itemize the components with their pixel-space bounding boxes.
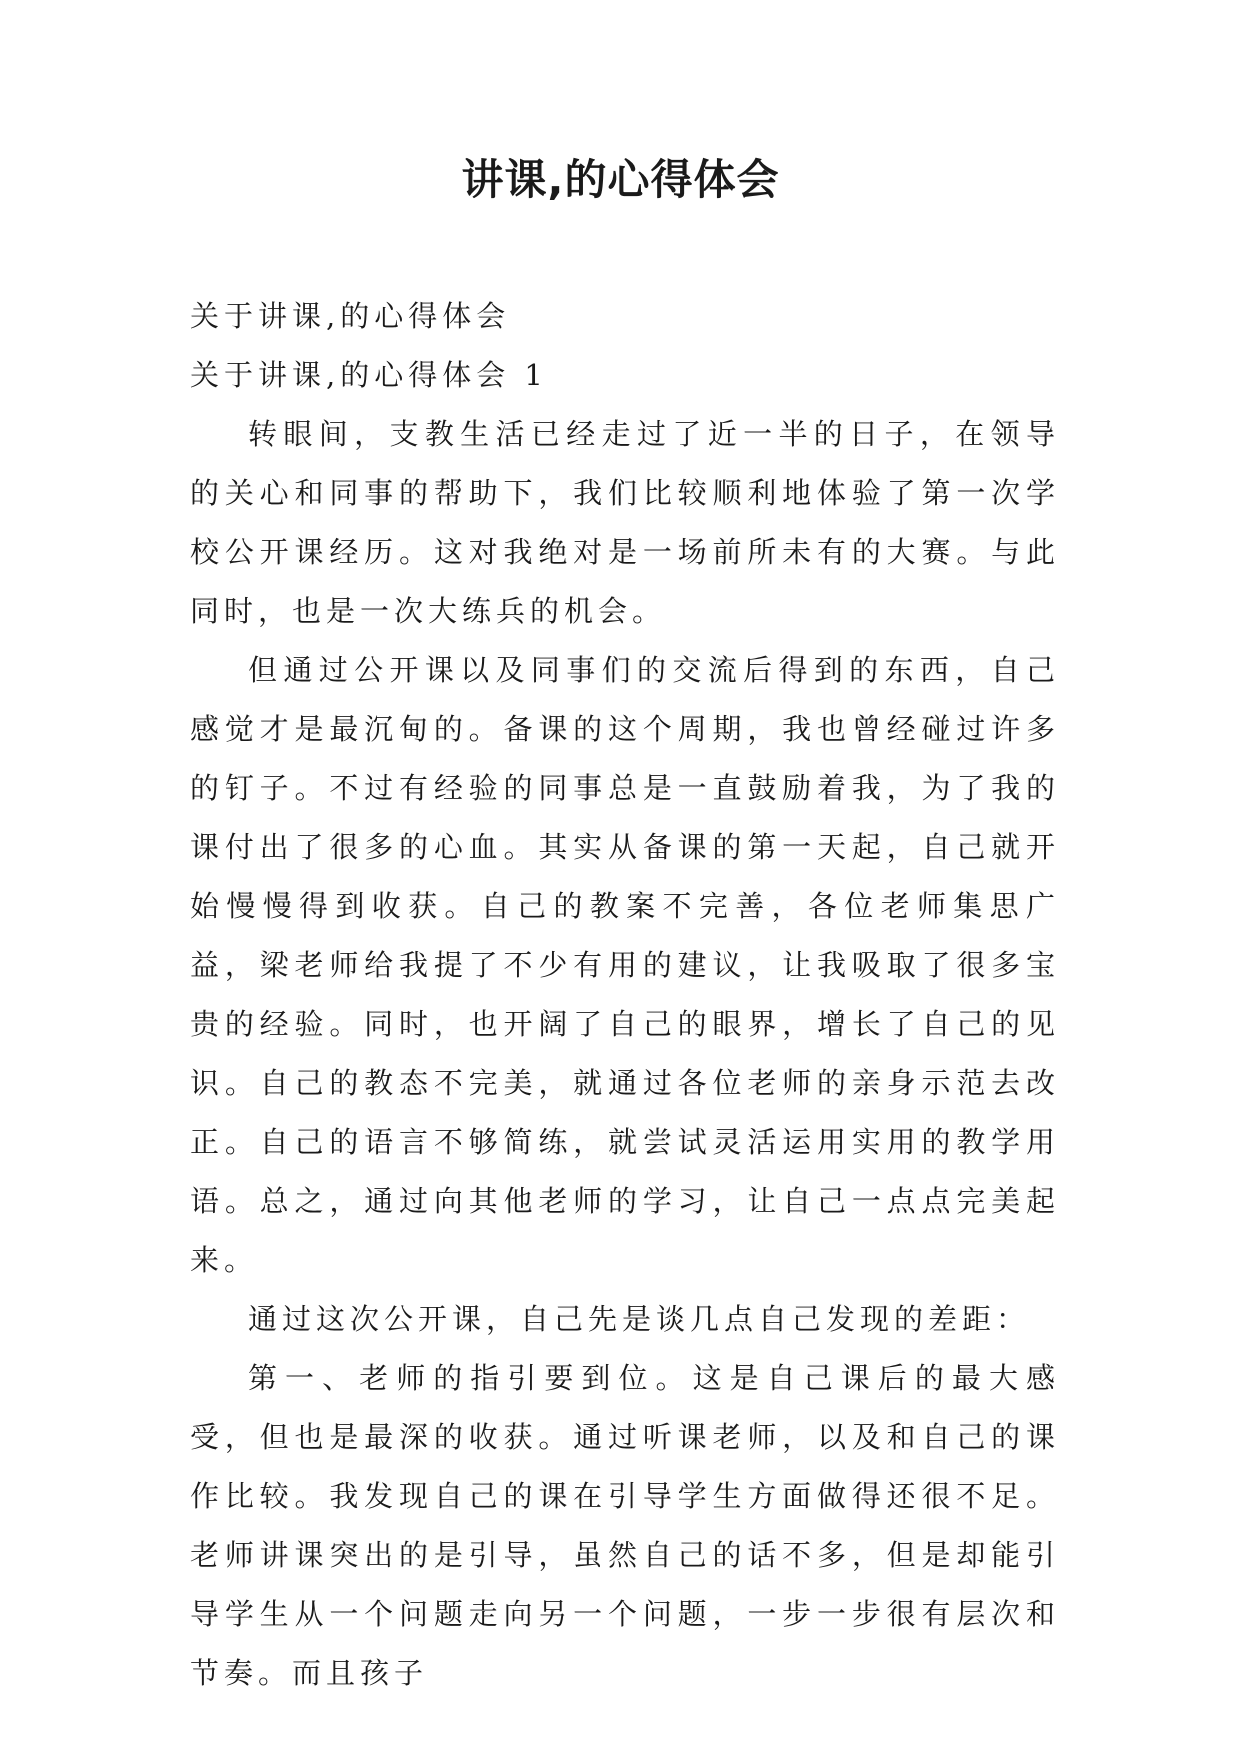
- subheading: 关于讲课,的心得体会: [190, 299, 511, 333]
- document-title: 讲课,的心得体会: [461, 155, 780, 204]
- paragraph-1: 转眼间，支教生活已经走过了近一半的日子，在领导的关心和同事的帮助下，我们比较顺利地体验了第一次学校公开课经历。这对我绝对是一场前所未有的大赛。与此同时，也是一次大练兵的机会。: [190, 417, 1060, 628]
- paragraph-4: 第一、老师的指引要到位。这是自己课后的最大感受，但也是最深的收获。通过听课老师，以及和自己的课作比较。我发现自己的课在引导学生方面做得还很不足。老师讲课突出的是引导，虽然自己的话不多，但是却能引导学生从一个问题走向另一个问题，一步一步很有层次和节奏。而且孩子: [190, 1361, 1060, 1690]
- paragraph-3: 通过这次公开课，自己先是谈几点自己发现的差距：: [248, 1302, 1031, 1336]
- document-body: [190, 287, 1060, 1703]
- paragraph-2: 但通过公开课以及同事们的交流后得到的东西，自己感觉才是最沉甸的。备课的这个周期，我也曾经碰过许多的钉子。不过有经验的同事总是一直鼓励着我，为了我的课付出了很多的心血。其实从备课的第一天起，自己就开始慢慢得到收获。自己的教案不完善，各位老师集思广益，梁老师给我提了不少有用的建议，让我吸取了很多宝贵的经验。同时，也开阔了自己的眼界，增长了自己的见识。自己的教态不完美，就通过各位老师的亲身示范去改正。自己的语言不够简练，就尝试灵活运用实用的教学用语。总之，通过向其他老师的学习，让自己一点点完美起来。: [190, 653, 1060, 1277]
- subheading-numbered: 关于讲课,的心得体会 1: [190, 358, 548, 392]
